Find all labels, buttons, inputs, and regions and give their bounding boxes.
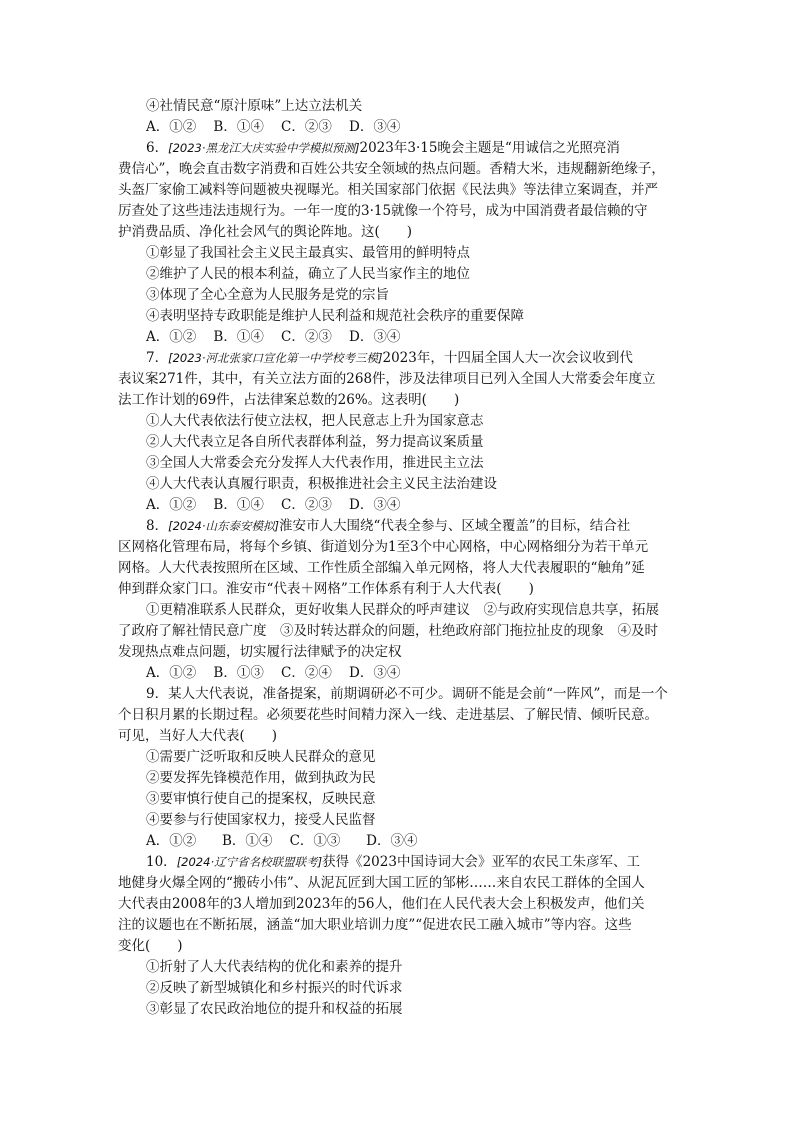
answer-options: A．①② B．①④ C．②③ D．③④ [146,119,401,135]
question-stem-first-line [118,852,678,873]
question-6 [118,138,678,348]
stem-line: 费信心”，晚会直击数字消费和百姓公共安全领域的热点问题。香精大米，违规翻新绝缘子， [118,161,665,177]
answer-options: A．①② B．①③ C．②④ D．③④ [146,665,401,681]
question-stem-first-line [118,138,678,159]
document-page [118,96,678,1020]
stem-line: 厉查处了这些违法违规行为。一年一度的3·15就像一个符号，成为中国消费者最信赖的守 [118,203,648,219]
answer-item: ①更精准联系人民群众，更好收集人民群众的呼声建议 ②与政府实现信息共享，拓展 [146,602,659,618]
question-stem-first-line [118,684,678,705]
stem-line: 表议案271件，其中，有关立法方面的268件，涉及法律项目已列入全国人大常委会年度立 [118,371,656,387]
stem-line: 淮安市人大围绕“代表全参与、区域全覆盖”的目标，结合社 [279,518,631,534]
answer-item: ②维护了人民的根本利益，确立了人民当家作主的地位 [146,266,470,282]
question-stem-first-line [118,516,678,537]
answer-item: ④要参与行使国家权力，接受人民监督 [146,812,376,828]
question-source: [2023·黑龙江大庆实验中学模拟预测] [168,141,360,155]
answer-item: ①折射了人大代表结构的优化和素养的提升 [146,959,403,975]
answer-item: ③体现了全心全意为人民服务是党的宗旨 [146,287,389,303]
stem-line: 注的议题也在不断拓展，涵盖“加大职业培训力度”“促进农民工融入城市”等内容。这些 [118,917,632,933]
answer-options: A．①② B．①④ C．②③ D．③④ [146,329,401,345]
stem-line: 个日积月累的长期过程。必须要花些时间精力深入一线、走进基层、了解民情、倾听民意。 [118,707,658,723]
stem-line: 获得《2023中国诗词大会》亚军的农民工朱彦军、工 [322,854,640,870]
answer-item-continued: 发现热点难点问题，切实履行法律赋予的决定权 [118,644,402,660]
stem-line: 网格。人大代表按照所在区域、工作性质全部编入单元网格，将人大代表履职的“触角”延 [118,560,645,576]
stem-line: 变化( ) [118,938,183,954]
answer-item: ③彰显了农民政治地位的提升和权益的拓展 [146,1001,403,1017]
answer-item: ①彰显了我国社会主义民主最真实、最管用的鲜明特点 [146,245,470,261]
stem-line: 大代表由2008年的3人增加到2023年的56人，他们在人民代表大会上积极发声，他们关 [118,896,645,912]
question-number: 8． [146,518,169,534]
answer-options: A．①② B．①④ C．②③ D．③④ [146,497,401,513]
question-number: 10． [146,854,177,870]
stem-line: 护消费品质、净化社会风气的舆论阵地。这( ) [118,224,413,240]
stem-line: 法工作计划的69件，占法律案总数的26%。这表明( ) [118,392,460,408]
question-stem-first-line [118,348,678,369]
answer-item: ④表明坚持专政职能是维护人民利益和规范社会秩序的重要保障 [146,308,524,324]
stem-line: 地健身火爆全网的“搬砖小伟”、从泥瓦匠到大国工匠的邹彬……来自农民工群体的全国人 [118,875,645,891]
answer-item: ①人大代表依法行使立法权，把人民意志上升为国家意志 [146,413,484,429]
question-7 [118,348,678,516]
stem-line: 伸到群众家门口。淮安市“代表＋网格”工作体系有利于人大代表( ) [118,581,534,597]
question-number: 7． [146,350,169,366]
question-number: 9． [146,686,169,702]
prev-question-tail [118,96,678,138]
answer-item: ③全国人大常委会充分发挥人大代表作用，推进民主立法 [146,455,484,471]
answer-item: ②人大代表立足各自所代表群体利益，努力提高议案质量 [146,434,484,450]
question-9 [118,684,678,852]
answer-item: ①需要广泛听取和反映人民群众的意见 [146,749,376,765]
stem-line: 头盔厂家偷工减料等问题被央视曝光。相关国家部门依据《民法典》等法律立案调查，并严 [118,182,658,198]
stem-line: 可见，当好人大代表( ) [118,728,278,744]
stem-line: 2023年3·15晚会主题是“用诚信之光照亮消 [359,140,620,156]
answer-item: ②要发挥先锋模范作用，做到执政为民 [146,770,376,786]
question-source: [2024·辽宁省名校联盟联考] [176,855,323,869]
question-source: [2023·河北张家口宣化第一中学校考三模] [168,351,383,365]
stem-line: 2023年，十四届全国人大一次会议收到代 [382,350,633,366]
question-source: [2024·山东泰安模拟] [168,519,279,533]
answer-item-continued: 了政府了解社情民意广度 ③及时转达群众的问题，杜绝政府部门拖拉扯皮的现象 ④及时 [118,623,658,639]
question-8 [118,516,678,684]
answer-options: A．①② B．①④ C．①③ D．③④ [146,833,418,849]
stem-line: 区网格化管理布局，将每个乡镇、街道划分为1至3个中心网格，中心网格细分为若干单元 [118,539,649,555]
answer-item: ④社情民意“原汁原味”上达立法机关 [146,98,363,114]
answer-item: ④人大代表认真履行职责，积极推进社会主义民主法治建设 [146,476,497,492]
question-number: 6． [146,140,169,156]
stem-line: 某人大代表说，准备提案，前期调研必不可少。调研不能是会前“一阵风”，而是一个 [168,686,668,702]
answer-item: ②反映了新型城镇化和乡村振兴的时代诉求 [146,980,403,996]
answer-item: ③要审慎行使自己的提案权，反映民意 [146,791,376,807]
question-10 [118,852,678,1020]
